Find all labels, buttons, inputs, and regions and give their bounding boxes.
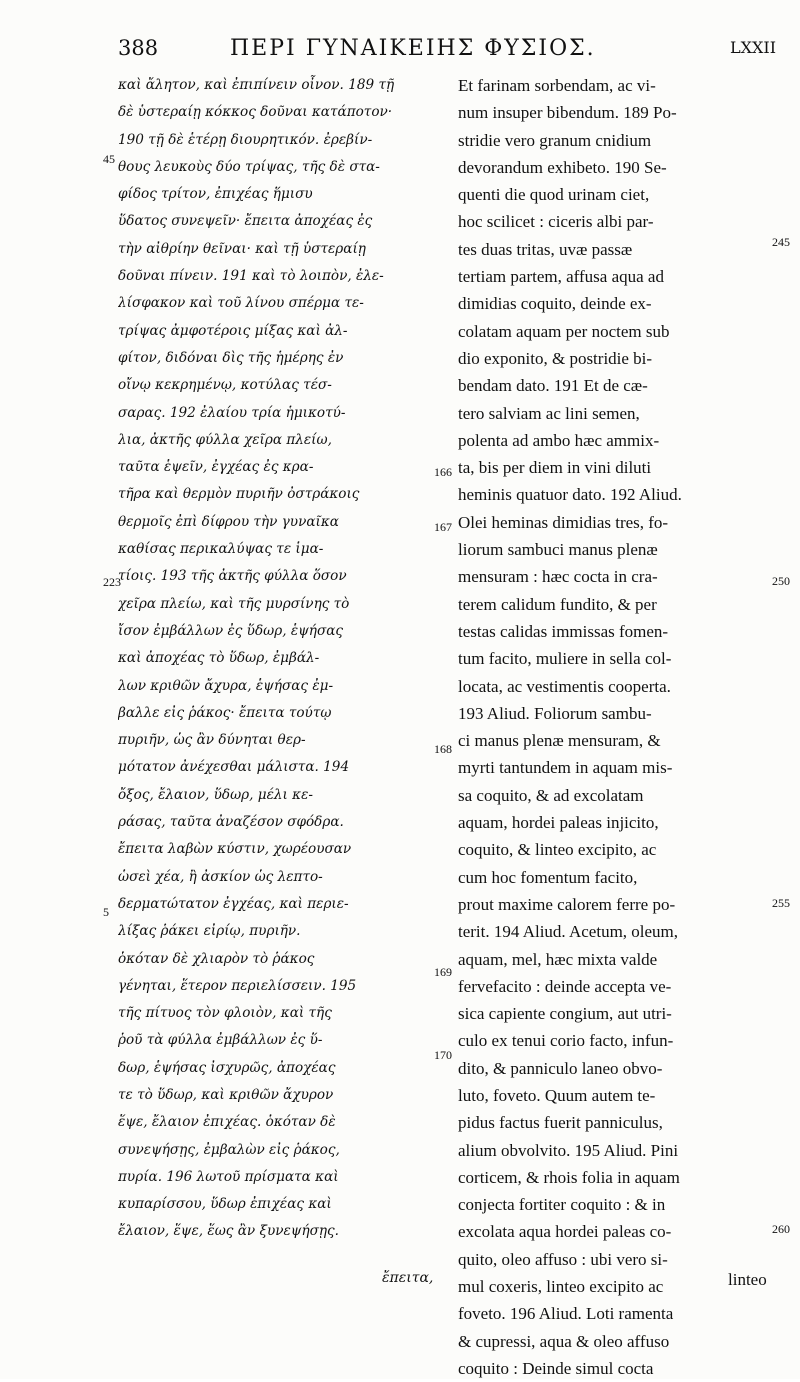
text-line: quito, oleo affuso : ubi vero si- xyxy=(458,1249,668,1269)
text-line: δὲ ὑστεραίῃ κόκκος δοῦναι κατάποτον· xyxy=(118,104,393,121)
greek-catchword: ἔπειτα, xyxy=(382,1270,434,1286)
text-line: ῥοῦ τὰ φύλλα ἐμβάλλων ἐς ὕ- xyxy=(118,1032,323,1049)
running-head xyxy=(118,30,798,70)
text-line: bendam dato. 191 Et de cæ- xyxy=(458,376,648,396)
text-line: γένηται, ἕτερον περιελίσσειν. 195 xyxy=(118,977,357,994)
margin-number-middle: 166 xyxy=(434,465,452,479)
text-line: aquam, mel, hæc mixta valde xyxy=(458,949,658,969)
text-line: tum facito, muliere in sella col- xyxy=(458,649,672,669)
text-line: δωρ, ἑψήσας ἰσχυρῶς, ἀποχέας xyxy=(118,1059,336,1076)
text-line: ὡσεὶ χέα, ἢ ἀσκίον ὡς λεπτο- xyxy=(118,868,323,885)
margin-number-middle: 169 xyxy=(434,965,452,979)
text-line: καθίσας περικαλύψας τε ἱμα- xyxy=(118,541,324,558)
text-line: Olei heminas dimidias tres, fo- xyxy=(458,512,669,532)
text-line: ράσας, ταῦτα ἀναζέσον σφόδρα. xyxy=(118,814,344,831)
margin-number-middle: 170 xyxy=(434,1048,452,1062)
running-title: ΠΕΡΙ ΓΥΝΑΙΚΕΙΗΣ ΦΥΣΙΟΣ. xyxy=(230,36,596,61)
text-line: σαρας. 192 ἐλαίου τρία ἡμικοτύ- xyxy=(118,404,346,421)
margin-number-right: 260 xyxy=(772,1222,790,1236)
text-line: καὶ ἀποχέας τὸ ὕδωρ, ἐμβάλ- xyxy=(118,650,320,667)
text-line: ὕδατος συνεψεῖν· ἔπειτα ἀποχέας ἐς xyxy=(118,213,373,230)
text-line: dio exponito, & postridie bi- xyxy=(458,348,653,368)
text-line: fervefacito : deinde accepta ve- xyxy=(458,976,672,996)
text-line: prout maxime calorem ferre po- xyxy=(458,894,676,914)
text-line: hoc scilicet : ciceris albi par- xyxy=(458,212,654,232)
text-line: liorum sambuci manus plenæ xyxy=(458,540,658,560)
text-line: λων κριθῶν ἄχυρα, ἑψήσας ἐμ- xyxy=(118,677,334,694)
text-line: ἴσον ἐμβάλλων ἐς ὕδωρ, ἑψήσας xyxy=(118,622,344,639)
text-line: aquam, hordei paleas injicito, xyxy=(458,813,659,833)
text-line: corticem, & rhois folia in aquam xyxy=(458,1167,680,1187)
text-line: dito, & panniculo laneo obvo- xyxy=(458,1058,663,1078)
text-line: conjecta fortiter coquito : & in xyxy=(458,1195,666,1215)
margin-number-left: 223 xyxy=(103,575,121,589)
text-line: dimidias coquito, deinde ex- xyxy=(458,294,652,314)
text-line: excolata aqua hordei paleas co- xyxy=(458,1222,672,1242)
text-line: δερματώτατον ἐγχέας, καὶ περιε- xyxy=(118,895,349,912)
text-line: καὶ ἄλητον, καὶ ἐπιπίνειν οἶνον. 189 τῇ xyxy=(118,77,395,93)
text-line: ἔλαιον, ἕψε, ἕως ἂν ξυνεψήσῃς. xyxy=(118,1223,339,1240)
text-line: λια, ἀκτῆς φύλλα χεῖρα πλείω, xyxy=(118,431,332,448)
text-line: ταῦτα ἑψεῖν, ἐγχέας ἐς κρα- xyxy=(118,459,314,476)
text-line: τε τὸ ὕδωρ, καὶ κριθῶν ἄχυρον xyxy=(118,1086,334,1103)
text-line: ὄξος, ἔλαιον, ὕδωρ, μέλι κε- xyxy=(118,786,313,803)
text-line: coquito, & linteo excipito, ac xyxy=(458,840,657,860)
margin-number-right: 255 xyxy=(772,896,790,910)
text-line: τρίψας ἀμφοτέροις μίξας καὶ ἀλ- xyxy=(118,322,348,339)
text-line: πυρία. 196 λωτοῦ πρίσματα καὶ xyxy=(118,1168,339,1185)
text-line: coquito : Deinde simul cocta xyxy=(458,1358,654,1378)
margin-number-right: 250 xyxy=(772,574,790,588)
text-line: 190 τῇ δὲ ἑτέρῃ διουρητικόν. ἐρεβίν- xyxy=(118,131,373,148)
text-line: θους λευκοὺς δύο τρίψας, τῆς δὲ στα- xyxy=(118,158,380,175)
text-line: testas calidas immissas fomen- xyxy=(458,621,669,641)
text-line: terit. 194 Aliud. Acetum, oleum, xyxy=(458,922,679,942)
text-line: ta, bis per diem in vini diluti xyxy=(458,458,652,478)
text-line: tero salviam ac lini semen, xyxy=(458,403,640,423)
text-line: sa coquito, & ad excolatam xyxy=(458,785,644,805)
text-line: λίσφακον καὶ τοῦ λίνου σπέρμα τε- xyxy=(118,295,364,312)
text-line: λίξας ῥάκει εἰρίῳ, πυριῆν. xyxy=(118,923,301,940)
text-line: heminis quatuor dato. 192 Aliud. xyxy=(458,485,682,505)
text-line: tes duas tritas, uvæ passæ xyxy=(458,239,633,259)
text-line: sica capiente congium, aut utri- xyxy=(458,1004,672,1024)
page-number: 388 xyxy=(118,36,159,60)
margin-number-middle: 167 xyxy=(434,520,452,534)
text-line: culo ex tenui corio facto, infun- xyxy=(458,1031,674,1051)
margin-number-left: 5 xyxy=(103,905,109,919)
margin-number-left: 45 xyxy=(103,152,115,166)
text-line: ἔπειτα λαβὼν κύστιν, χωρέουσαν xyxy=(118,841,352,858)
text-line: alium obvolvito. 195 Aliud. Pini xyxy=(458,1140,679,1160)
text-line: πυριῆν, ὡς ἂν δύνηται θερ- xyxy=(118,732,306,749)
text-line: 193 Aliud. Foliorum sambu- xyxy=(458,703,652,723)
text-line: devorandum exhibeto. 190 Se- xyxy=(458,157,667,177)
text-line: βαλλε εἰς ῥάκος· ἔπειτα τούτῳ xyxy=(118,704,332,721)
latin-catchword: linteo xyxy=(728,1270,767,1289)
margin-number-middle: 168 xyxy=(434,742,452,756)
text-line: quenti die quod urinam ciet, xyxy=(458,185,650,205)
chapter-signature: LXXII xyxy=(730,38,777,57)
greek-text-column xyxy=(118,72,460,1246)
text-line: colatam aquam per noctem sub xyxy=(458,321,670,341)
text-line: τὴν αἰθρίην θεῖναι· καὶ τῇ ὑστεραίῃ xyxy=(118,240,366,257)
text-line: luto, foveto. Quum autem te- xyxy=(458,1085,656,1105)
text-line: φίδος τρίτον, ἐπιχέας ἥμισυ xyxy=(118,186,313,203)
text-line: ὁκόταν δὲ χλιαρὸν τὸ ῥάκος xyxy=(118,950,315,967)
text-line: cum hoc fomentum facito, xyxy=(458,867,638,887)
text-line: terem calidum fundito, & per xyxy=(458,594,657,614)
text-line: locata, ac vestimentis cooperta. xyxy=(458,676,671,696)
text-line: μότατον ἀνέχεσθαι μάλιστα. 194 xyxy=(118,759,350,776)
text-line: & cupressi, aqua & oleo affuso xyxy=(458,1331,670,1351)
text-line: τίοις. 193 τῆς ἀκτῆς φύλλα ὅσον xyxy=(118,568,347,585)
text-line: κυπαρίσσου, ὕδωρ ἐπιχέας καὶ xyxy=(118,1196,332,1213)
text-line: συνεψήσῃς, ἐμβαλὼν εἰς ῥάκος, xyxy=(118,1141,340,1158)
margin-number-right: 245 xyxy=(772,235,790,249)
text-line: myrti tantundem in aquam mis- xyxy=(458,758,673,778)
text-line: tertiam partem, affusa aqua ad xyxy=(458,267,664,287)
text-line: mensuram : hæc cocta in cra- xyxy=(458,567,658,587)
text-line: δοῦναι πίνειν. 191 καὶ τὸ λοιπὸν, ἐλε- xyxy=(118,268,384,285)
text-line: φίτον, διδόναι δὶς τῆς ἡμέρης ἐν xyxy=(118,349,344,366)
text-line: polenta ad ambo hæc ammix- xyxy=(458,430,660,450)
text-line: num insuper bibendum. 189 Po- xyxy=(458,103,677,123)
text-line: mul coxeris, linteo excipito ac xyxy=(458,1277,664,1297)
text-line: ci manus plenæ mensuram, & xyxy=(458,731,661,751)
text-line: foveto. 196 Aliud. Loti ramenta xyxy=(458,1304,674,1324)
text-line: ἕψε, ἔλαιον ἐπιχέας. ὁκόταν δὲ xyxy=(118,1114,336,1131)
text-line: οἴνῳ κεκρημένῳ, κοτύλας τέσ- xyxy=(118,377,332,394)
text-line: τῆς πίτυος τὸν φλοιὸν, καὶ τῆς xyxy=(118,1005,332,1022)
text-line: τῆρα καὶ θερμὸν πυριῆν ὀστράκοις xyxy=(118,486,360,503)
latin-text-column xyxy=(458,72,770,1382)
text-line: χεῖρα πλείω, καὶ τῆς μυρσίνης τὸ xyxy=(118,595,350,612)
text-line: pidus factus fuerit panniculus, xyxy=(458,1113,663,1133)
text-line: Et farinam sorbendam, ac vi- xyxy=(458,76,656,95)
text-line: θερμοῖς ἐπὶ δίφρου τὴν γυναῖκα xyxy=(118,513,339,530)
text-line: stridie vero granum cnidium xyxy=(458,130,652,150)
